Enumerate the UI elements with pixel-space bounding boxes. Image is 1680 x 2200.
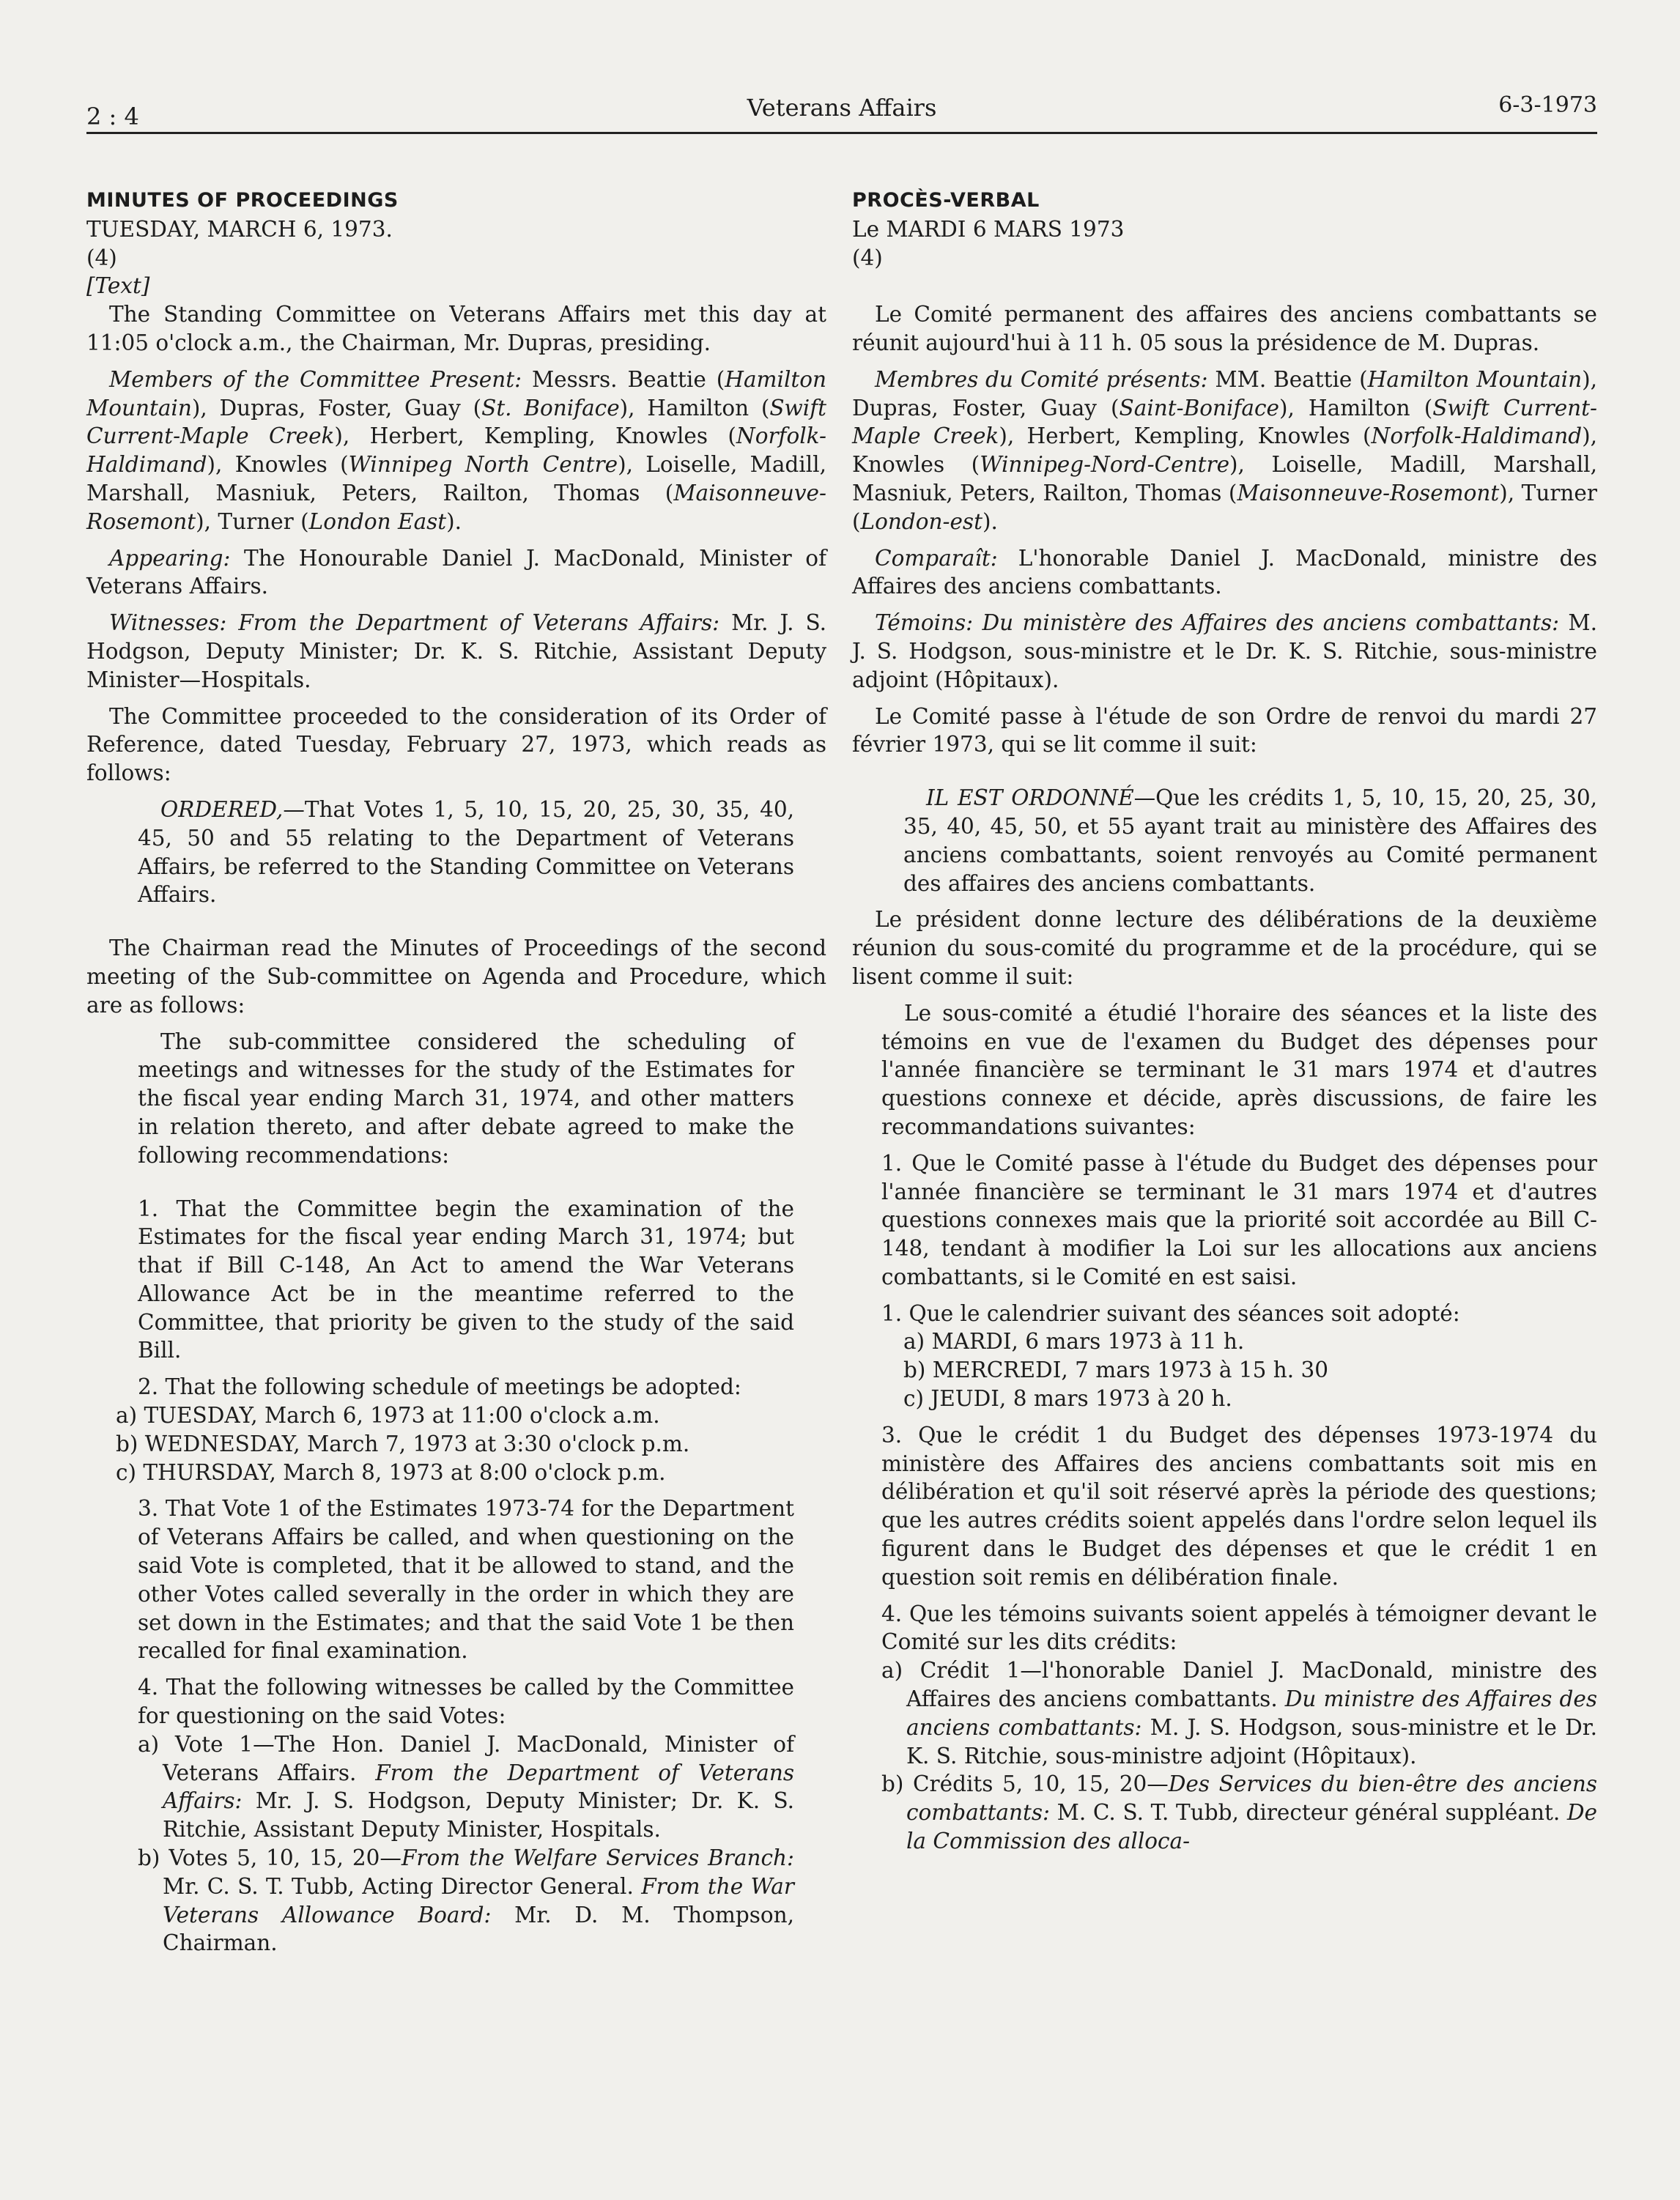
recommendation-2-fr: 1. Que le calendrier suivant des séances soit adopté: <box>881 1300 1460 1326</box>
page-header <box>86 86 1597 134</box>
recommendation-1: 1. That the Committee begin the examination of the Estimates for the fiscal year ending March 31, 1974; but that if Bill C-148, An Act to amend the War Veterans Allowance Act be in the meantime referred to the Committee, that priority be given to the study of the said Bill. <box>138 1196 794 1363</box>
recommendation-3-fr: 3. Que le crédit 1 du Budget des dépenses 1973-1974 du ministère des Affaires des anciens combattants soit mis en délibération et qu'il soit réservé après la période des questions; que les autres crédits soient appelés dans l'ordre selon lequel ils figurent dans le Budget des dépenses et que le crédit 1 en question soit remis en délibération finale. <box>881 1422 1597 1590</box>
order-of-reference-intro: The Committee proceeded to the consideration of its Order of Reference, dated Tuesday, February 27, 1973, which reads as follows: <box>86 703 826 786</box>
meeting-number-fr: (4) <box>852 245 883 270</box>
members-present-fr: Membres du Comité présents: MM. Beattie (Hamilton Mountain), Dupras, Foster, Guay (Saint-Boniface), Hamilton (Swift Current-Maple Creek), Herbert, Kempling, Knowles (Norfolk-Haldimand), Knowles (Winnipeg-Nord-Centre), Loiselle, Madill, Marshall, Masniuk, Peters, Railton, Thomas (Maisonneuve-Rosemont), Turner (London-est). <box>852 366 1598 534</box>
meeting-date-fr: Le MARDI 6 MARS 1973 <box>852 216 1125 242</box>
subcommittee-text: The sub-committee considered the scheduling of meetings and witnesses for the study of the Estimates for the fiscal year ending March 31, 1974, and other matters in relation thereto, and after debate agreed to make the following recommendations: <box>138 1029 794 1168</box>
witness-item-b-fr: b) Crédits 5, 10, 15, 20—Des Services du bien-être des anciens combattants: M. C. S. T. Tubb, directeur général suppléant. De la Commission des alloca- <box>881 1771 1597 1854</box>
chairman-read: The Chairman read the Minutes of Proceedings of the second meeting of the Sub-committee on Agenda and Procedure, which are as follows: <box>86 936 826 1018</box>
chairman-read-fr: Le président donne lecture des délibérations de la deuxième réunion du sous-comité du programme et de la procédure, qui se lisent comme il suit: <box>852 907 1597 989</box>
ordered-text: ORDERED,—That Votes 1, 5, 10, 15, 20, 25, 30, 35, 40, 45, 50 and 55 relating to the Department of Veterans Affairs, be referred to the Standing Committee on Veterans Affairs. <box>138 796 794 908</box>
meeting-number: (4) <box>86 245 117 270</box>
witnesses: Witnesses: From the Department of Veterans Affairs: Mr. J. S. Hodgson, Deputy Minister; Dr. K. S. Ritchie, Assistant Deputy Minister—Hospitals. <box>86 610 826 692</box>
schedule-b-fr: b) MERCREDI, 7 mars 1973 à 15 h. 30 <box>903 1358 1329 1383</box>
opening-paragraph-fr: Le Comité permanent des affaires des anciens combattants se réunit aujourd'hui à 11 h. 05 sous la présidence de M. Dupras. <box>852 302 1597 355</box>
schedule-a-fr: a) MARDI, 6 mars 1973 à 11 h. <box>903 1329 1245 1355</box>
text-tag: [Text] <box>86 273 150 299</box>
opening-paragraph: The Standing Committee on Veterans Affairs met this day at 11:05 o'clock a.m., the Chairman, Mr. Dupras, presiding. <box>86 302 826 355</box>
recommendation-4: 4. That the following witnesses be called by the Committee for questioning on the said Votes: <box>138 1675 794 1729</box>
minutes-heading: MINUTES OF PROCEEDINGS <box>86 189 399 212</box>
ordered-text-fr: IL EST ORDONNÉ—Que les crédits 1, 5, 10, 15, 20, 25, 30, 35, 40, 45, 50, et 55 ayant trait au ministère des Affaires des anciens combattants, soient renvoyés au Comité permanent des affaires des anciens combattants. <box>903 785 1597 896</box>
page-number: 2 : 4 <box>86 103 139 130</box>
schedule-c-fr: c) JEUDI, 8 mars 1973 à 20 h. <box>903 1386 1232 1412</box>
members-present: Members of the Committee Present: Messrs. Beattie (Hamilton Mountain), Dupras, Foster, Guay (St. Boniface), Hamilton (Swift Current-Maple Creek), Herbert, Kempling, Knowles (Norfolk-Haldimand), Knowles (Winnipeg North Centre), Loiselle, Madill, Marshall, Masniuk, Peters, Railton, Thomas (Maisonneuve-Rosemont), Turner (London East). <box>86 366 827 534</box>
schedule-a: a) TUESDAY, March 6, 1973 at 11:00 o'clock a.m. <box>116 1403 660 1429</box>
meeting-date: TUESDAY, MARCH 6, 1973. <box>86 216 393 242</box>
appearing: Appearing: The Honourable Daniel J. MacDonald, Minister of Veterans Affairs. <box>86 545 826 599</box>
schedule-c: c) THURSDAY, March 8, 1973 at 8:00 o'clock p.m. <box>116 1459 666 1485</box>
proces-verbal-heading: PROCÈS-VERBAL <box>852 189 1040 212</box>
witness-item-a: a) Vote 1—The Hon. Daniel J. MacDonald, Minister of Veterans Affairs. From the Department of Veterans Affairs: Mr. J. S. Hodgson, Deputy Minister; Dr. K. S. Ritchie, Assistant Deputy Minister, Hospitals. <box>138 1731 794 1842</box>
witness-item-a-fr: a) Crédit 1—l'honorable Daniel J. MacDonald, ministre des Affaires des anciens combattants. Du ministre des Affaires des anciens combattants: M. J. S. Hodgson, sous-ministre et le Dr. K. S. Ritchie, sous-ministre adjoint (Hôpitaux). <box>881 1658 1597 1768</box>
schedule-b: b) WEDNESDAY, March 7, 1973 at 3:30 o'clock p.m. <box>116 1431 690 1456</box>
subcommittee-text-fr: Le sous-comité a étudié l'horaire des séances et la liste des témoins en vue de l'examen du Budget des dépenses pour l'année financière se terminant le 31 mars 1974 et d'autres questions connexe et décide, après discussions, de faire les recommandations suivantes: <box>881 1000 1597 1139</box>
recommendation-4-fr: 4. Que les témoins suivants soient appelés à témoigner devant le Comité sur les dits crédits: <box>881 1601 1597 1655</box>
recommendation-1-fr: 1. Que le Comité passe à l'étude du Budget des dépenses pour l'année financière se terminant le 31 mars 1974 et d'autres questions connexes mais que la priorité soit accordée au Bill C-148, tendant à modifier la Loi sur les allocations aux anciens combattants, si le Comité en est saisi. <box>881 1150 1597 1289</box>
witness-item-b: b) Votes 5, 10, 15, 20—From the Welfare Services Branch: Mr. C. S. T. Tubb, Acting Director General. From the War Veterans Allowance Board: Mr. D. M. Thompson, Chairman. <box>138 1845 794 1956</box>
recommendation-2: 2. That the following schedule of meetings be adopted: <box>138 1374 741 1400</box>
recommendation-3: 3. That Vote 1 of the Estimates 1973-74 for the Department of Veterans Affairs be called, and when questioning on the said Vote is completed, that it be allowed to stand, and the other Votes called severally in the order in which they are set down in the Estimates; and that the said Vote 1 be then recalled for final examination. <box>138 1496 794 1664</box>
header-date: 6-3-1973 <box>1498 92 1597 118</box>
witnesses-fr: Témoins: Du ministère des Affaires des anciens combattants: M. J. S. Hodgson, sous-ministre et le Dr. K. S. Ritchie, sous-ministre adjoint (Hôpitaux). <box>852 610 1597 692</box>
order-of-reference-intro-fr: Le Comité passe à l'étude de son Ordre de renvoi du mardi 27 février 1973, qui se lit comme il suit: <box>852 703 1597 758</box>
running-title: Veterans Affairs <box>747 94 937 122</box>
french-column <box>852 187 1597 1856</box>
spacer <box>852 272 1597 300</box>
english-column <box>86 187 826 1958</box>
appearing-fr: Comparaît: L'honorable Daniel J. MacDonald, ministre des Affaires des anciens combattants. <box>852 545 1597 599</box>
